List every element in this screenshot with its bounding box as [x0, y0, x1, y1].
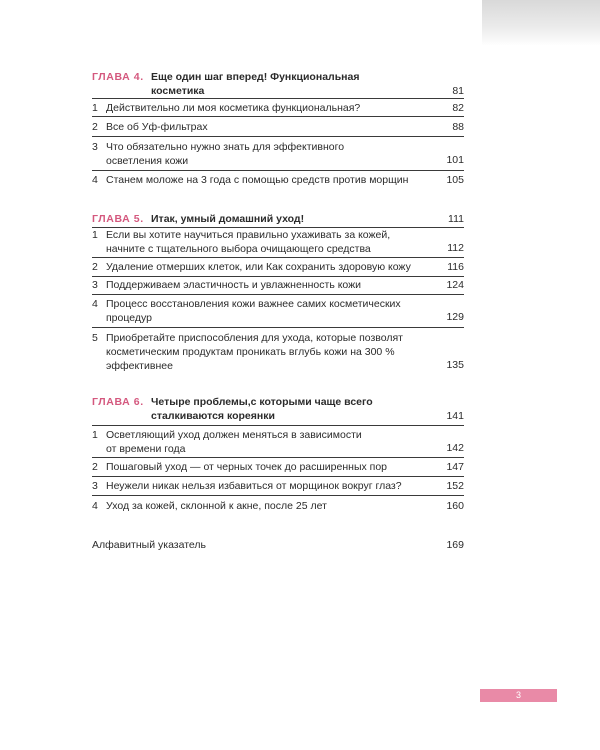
entry-title: Удаление отмерших клеток, или Как сохранить здоровую кожу	[106, 261, 411, 273]
chapter-title: Четыре проблемы,с которыми чаще всего	[151, 396, 373, 408]
entry-number: 3	[92, 141, 98, 153]
divider	[92, 170, 464, 171]
divider	[92, 276, 464, 277]
divider	[92, 98, 464, 99]
entry-page: 112	[447, 242, 464, 254]
chapter-title: Еще один шаг вперед! Функциональная	[151, 71, 360, 83]
entry-page: 116	[447, 261, 464, 273]
entry-title: Приобретайте приспособления для ухода, которые позволят	[106, 332, 403, 344]
chapter-title-cont: косметика	[151, 85, 205, 97]
entry-number: 5	[92, 332, 98, 344]
divider	[92, 425, 464, 426]
entry-page: 135	[446, 359, 464, 371]
entry-title: Все об Уф-фильтрах	[106, 121, 208, 133]
entry-number: 2	[92, 121, 98, 133]
chapter-page: 111	[448, 213, 464, 225]
entry-title: Действительно ли моя косметика функциональная?	[106, 102, 361, 114]
chapter-label: ГЛАВА 4.	[92, 71, 144, 83]
divider	[92, 495, 464, 496]
entry-title: Если вы хотите научиться правильно ухаживать за кожей,	[106, 229, 391, 241]
entry-title: Что обязательно нужно знать для эффективного	[106, 141, 345, 153]
index-label: Алфавитный указатель	[92, 539, 206, 551]
entry-page: 124	[446, 279, 464, 291]
chapter-page: 81	[452, 85, 464, 97]
entry-number: 3	[92, 480, 98, 492]
entry-page: 88	[452, 121, 464, 133]
entry-page: 142	[446, 442, 464, 454]
entry-page: 82	[452, 102, 464, 114]
divider	[92, 116, 464, 117]
entry-page: 152	[446, 480, 464, 492]
entry-title: Пошаговый уход — от черных точек до расширенных пор	[106, 461, 388, 473]
entry-title-cont: от времени года	[106, 443, 186, 455]
chapter-title-cont: сталкиваются кореянки	[151, 410, 275, 422]
entry-number: 3	[92, 279, 98, 291]
entry-page: 147	[446, 461, 464, 473]
entry-title-cont: начните с тщательного выбора очищающего средства	[106, 243, 371, 255]
entry-title: Уход за кожей, склонной к акне, после 25 лет	[106, 500, 327, 512]
index-page: 169	[446, 539, 464, 551]
entry-title-cont: процедур	[106, 312, 152, 324]
entry-page: 101	[446, 154, 464, 166]
entry-number: 4	[92, 174, 98, 186]
entry-title: Процесс восстановления кожи важнее самих косметических	[106, 298, 401, 310]
chapter-label: ГЛАВА 6.	[92, 396, 144, 408]
chapter-label: ГЛАВА 5.	[92, 213, 144, 225]
decorative-corner-shade	[482, 0, 600, 46]
divider	[92, 457, 464, 458]
entry-title: Осветляющий уход должен меняться в зависимости	[106, 429, 362, 441]
chapter-page: 141	[446, 410, 464, 422]
entry-title: Неужели никак нельзя избавиться от морщинок вокруг глаз?	[106, 480, 402, 492]
divider	[92, 136, 464, 137]
entry-title-cont: эффективнее	[106, 360, 173, 372]
entry-number: 1	[92, 102, 98, 114]
entry-number: 1	[92, 229, 98, 241]
entry-page: 105	[446, 174, 464, 186]
divider	[92, 257, 464, 258]
divider	[92, 294, 464, 295]
entry-title: Станем моложе на 3 года с помощью средств против морщин	[106, 174, 409, 186]
entry-title: Поддерживаем эластичность и увлажненность кожи	[106, 279, 362, 291]
entry-number: 1	[92, 429, 98, 441]
entry-number: 2	[92, 461, 98, 473]
chapter-title: Итак, умный домашний уход!	[151, 213, 305, 225]
divider	[92, 327, 464, 328]
entry-title-cont: косметическим продуктам проникать вглубь кожи на 300 %	[106, 346, 395, 358]
entry-page: 160	[446, 500, 464, 512]
entry-number: 2	[92, 261, 98, 273]
divider	[92, 476, 464, 477]
page-number: 3	[480, 689, 557, 702]
entry-number: 4	[92, 298, 98, 310]
entry-number: 4	[92, 500, 98, 512]
entry-page: 129	[446, 311, 464, 323]
entry-title-cont: осветления кожи	[106, 155, 189, 167]
